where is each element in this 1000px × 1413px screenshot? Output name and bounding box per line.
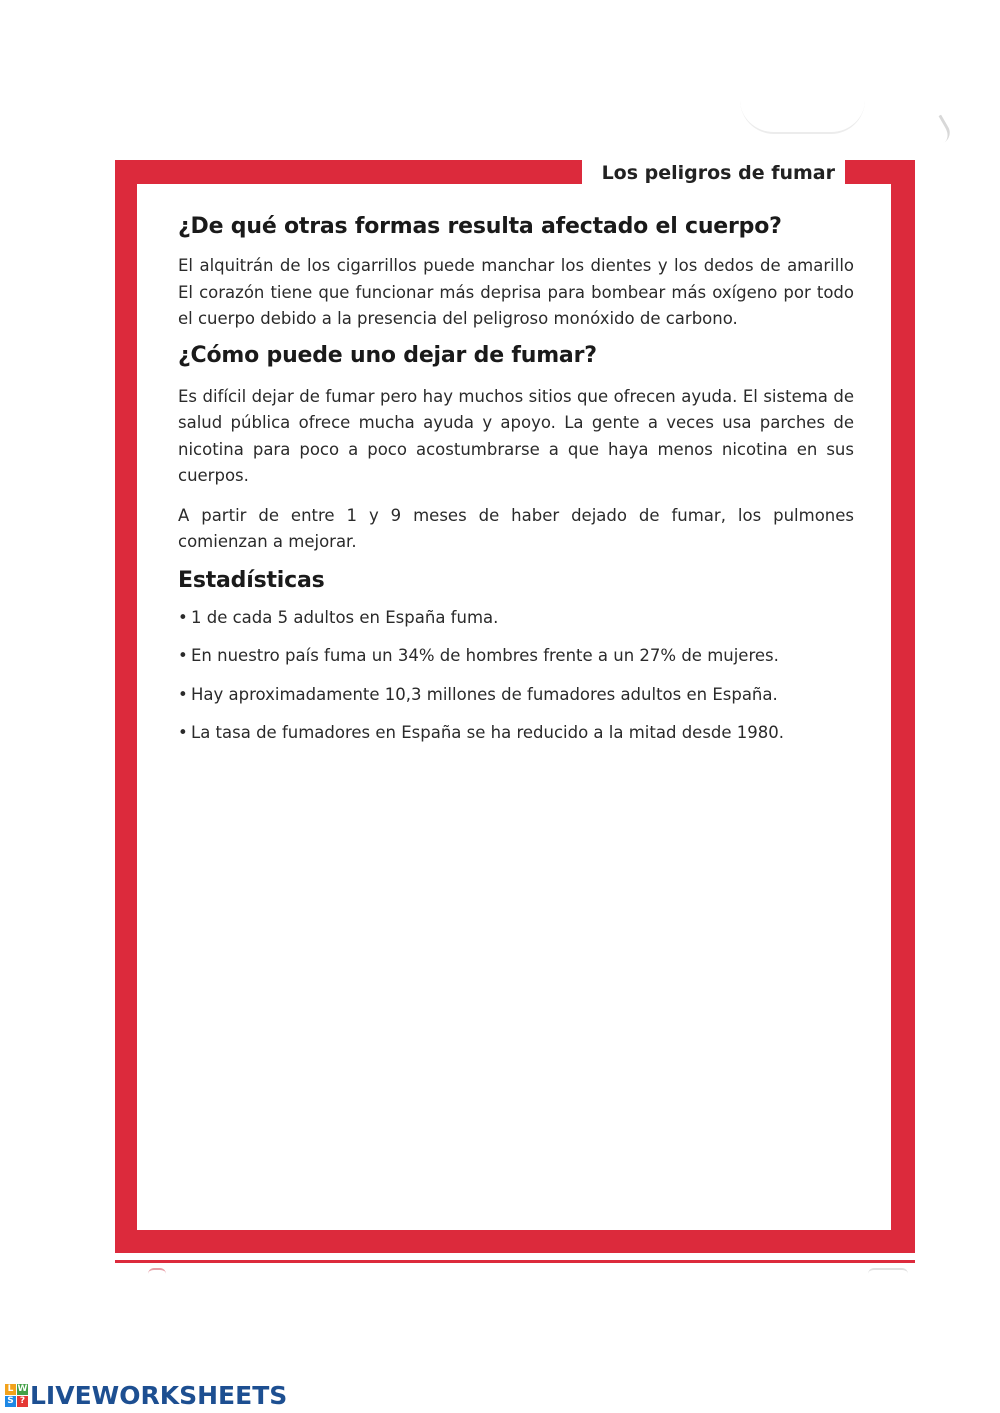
list-item-text: La tasa de fumadores en España se ha reducido a la mitad desde 1980. bbox=[191, 723, 785, 742]
section-heading: ¿Cómo puede uno dejar de fumar? bbox=[178, 342, 597, 368]
document-body bbox=[178, 214, 854, 759]
section-heading: ¿De qué otras formas resulta afectado el cuerpo? bbox=[178, 214, 782, 239]
logo-letter: W bbox=[17, 1383, 28, 1394]
list-item-text: 1 de cada 5 adultos en España fuma. bbox=[191, 607, 499, 627]
bullet-icon: • bbox=[178, 646, 188, 665]
section-heading: Estadísticas bbox=[178, 567, 325, 593]
footer-rule bbox=[115, 1260, 915, 1263]
bullet-icon: • bbox=[178, 607, 188, 627]
footer-mark bbox=[148, 1268, 166, 1274]
logo-letter: S bbox=[5, 1396, 16, 1407]
scan-artifact-corner bbox=[923, 114, 954, 147]
list-item bbox=[178, 643, 854, 669]
section-paragraph: Es difícil dejar de fumar pero hay muchos sitios que ofrecen ayuda. El sistema de salud pública ofrece mucha ayuda y apoyo. La gente a veces usa parches de nicotina para poco a poco acostumbrarse a que haya menos nicotina en sus cuerpos. bbox=[178, 386, 854, 485]
liveworksheets-logo-icon bbox=[5, 1384, 28, 1407]
list-item-text: Hay aproximadamente 10,3 millones de fumadores adultos en España. bbox=[191, 684, 778, 704]
bullet-icon: • bbox=[178, 723, 188, 742]
list-item-text: En nuestro país fuma un 34% de hombres frente a un 27% de mujeres. bbox=[191, 646, 779, 665]
scan-artifact-arc bbox=[740, 100, 865, 134]
logo-letter: L bbox=[5, 1384, 16, 1395]
list-item bbox=[178, 720, 854, 746]
brand-watermark bbox=[5, 1380, 287, 1410]
footer-mark bbox=[868, 1268, 908, 1274]
list-item bbox=[178, 682, 854, 708]
bullet-icon: • bbox=[178, 684, 188, 704]
logo-letter: ? bbox=[17, 1396, 28, 1407]
section-paragraph: El alquitrán de los cigarrillos puede manchar los dientes y los dedos de amarillo El corazón tiene que funcionar más deprisa para bombear más oxígeno por todo el cuerpo debido a la presencia del peligroso monóxido de carbono. bbox=[178, 256, 854, 328]
statistics-list bbox=[178, 605, 854, 747]
brand-name: LIVEWORKSHEETS bbox=[30, 1380, 288, 1410]
section-paragraph: A partir de entre 1 y 9 meses de haber dejado de fumar, los pulmones comienzan a mejorar. bbox=[178, 505, 854, 551]
list-item bbox=[178, 605, 854, 631]
page-title: Los peligros de fumar bbox=[601, 162, 835, 184]
